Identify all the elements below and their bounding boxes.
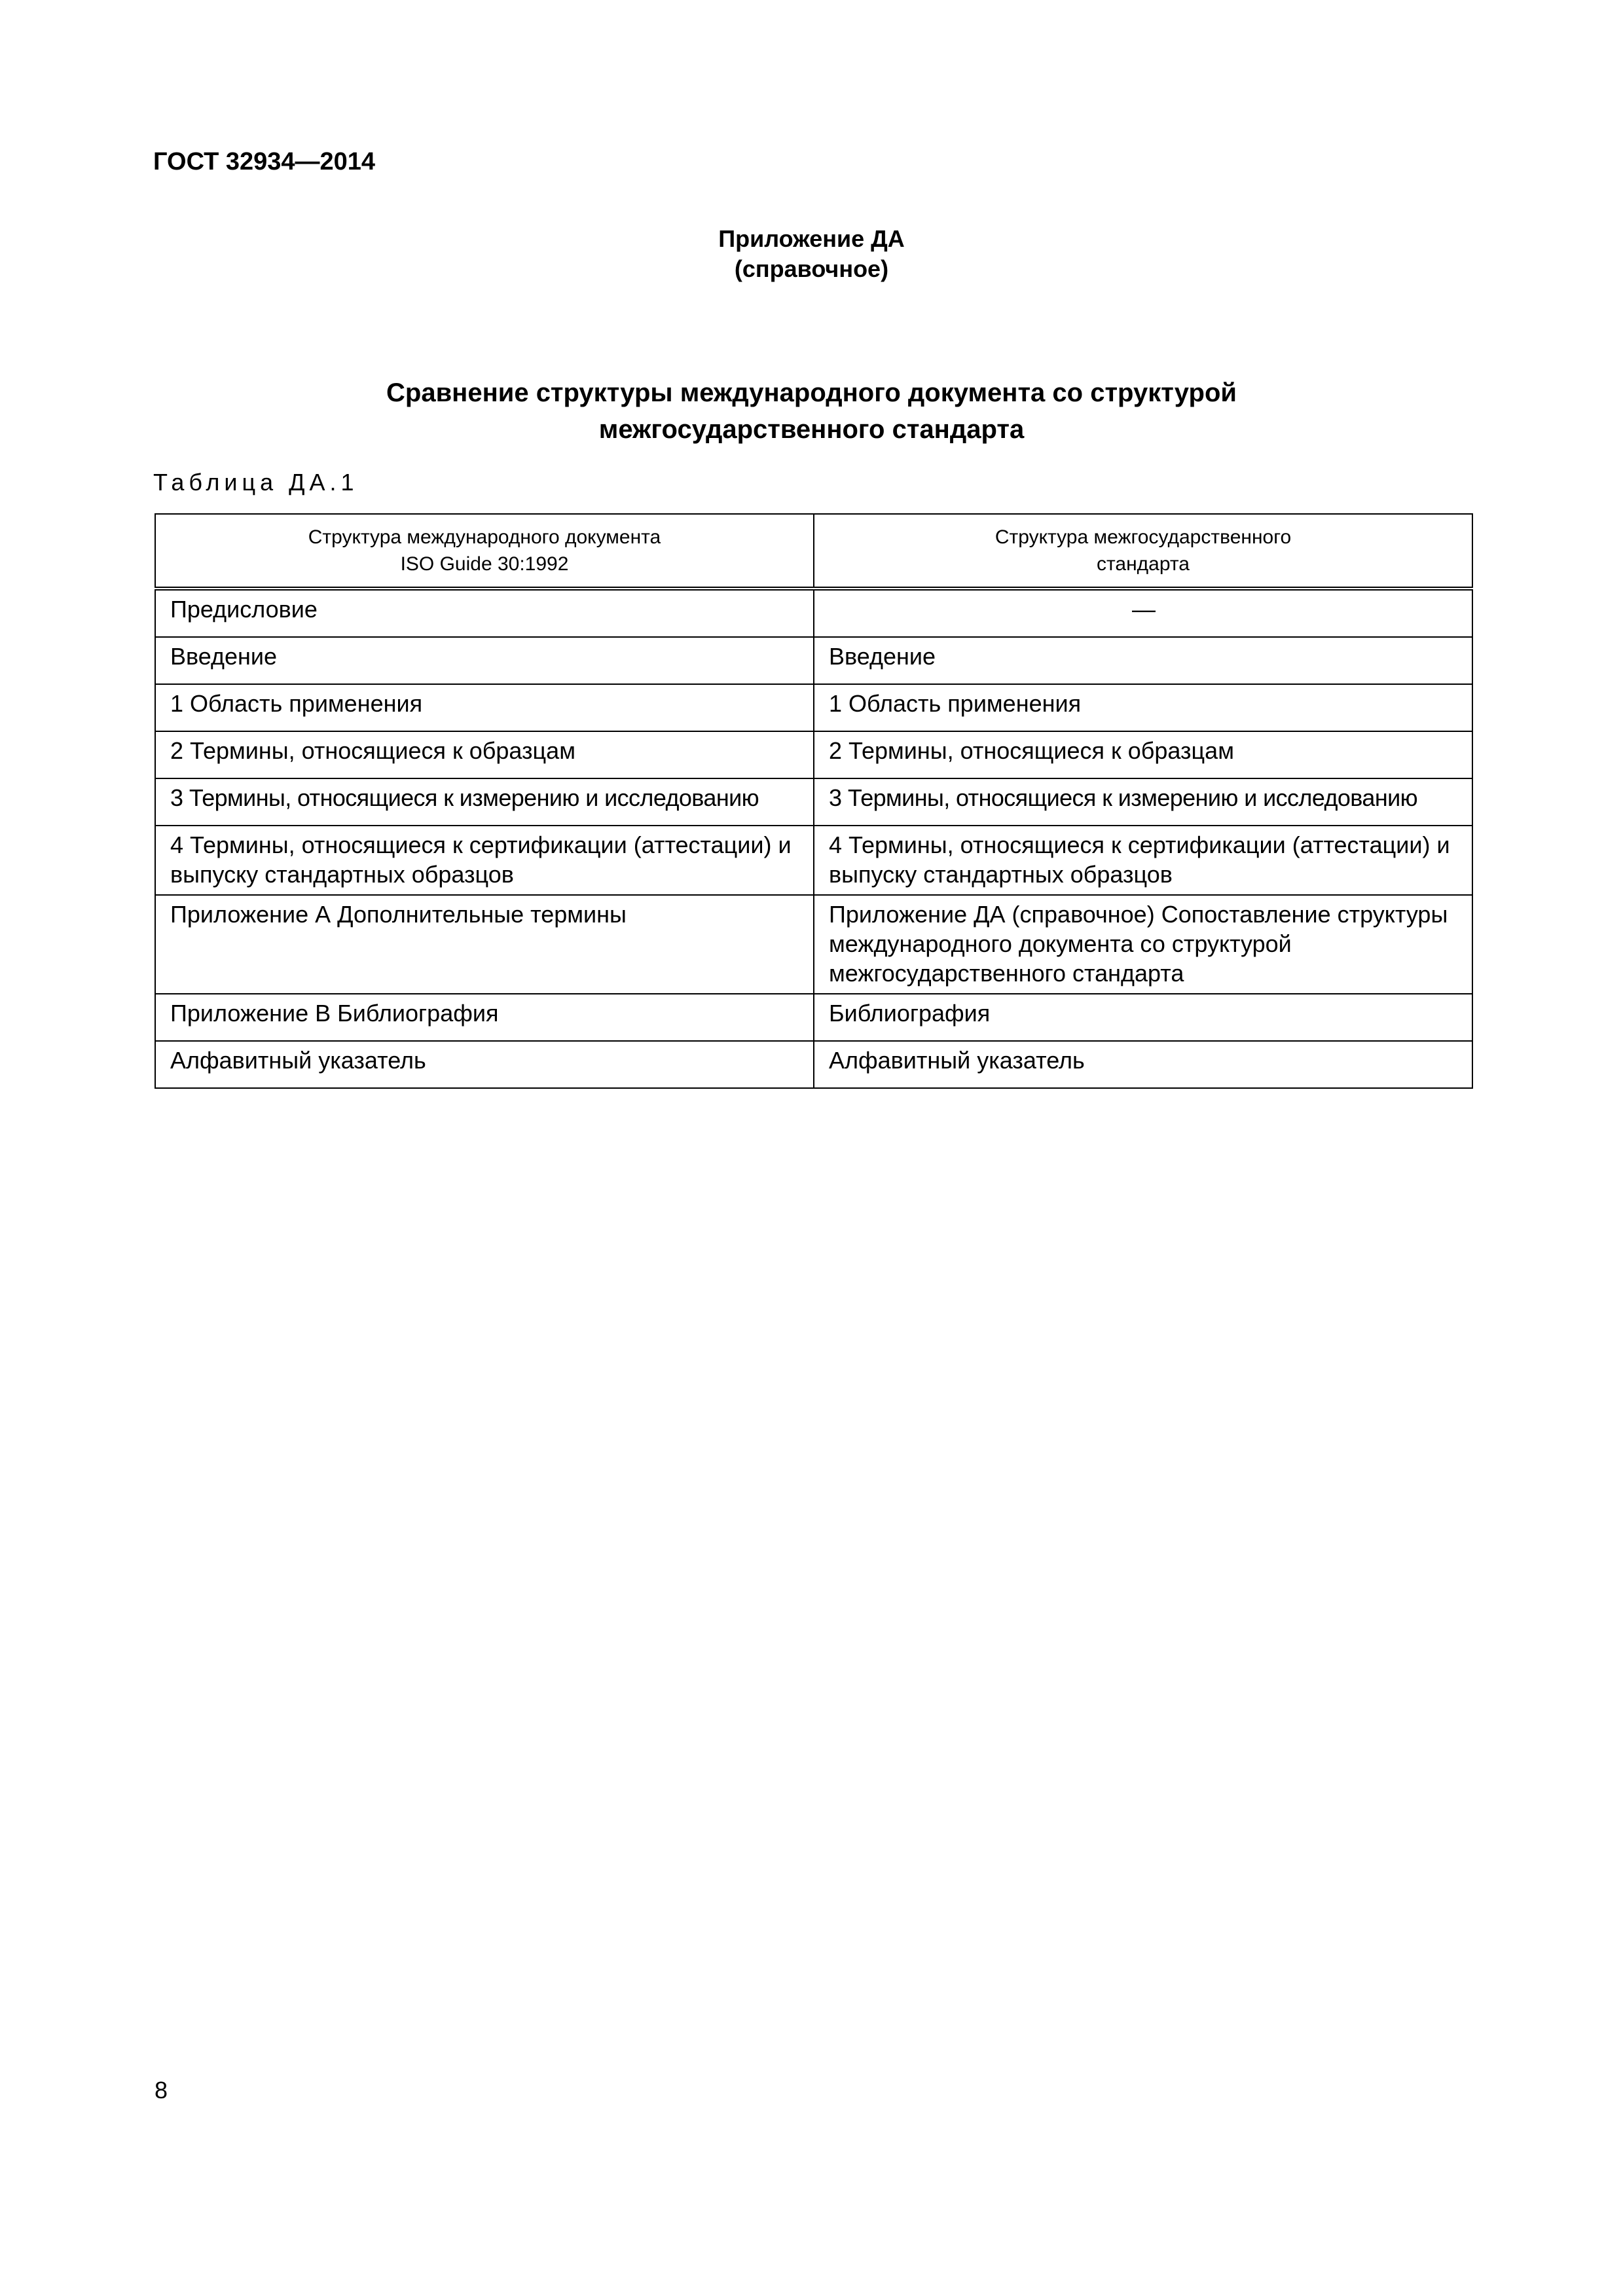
- cell-international: Предисловие: [155, 589, 814, 637]
- cell-interstate: —: [814, 589, 1472, 637]
- table-row: [155, 994, 1472, 1041]
- header-interstate-structure: [814, 514, 1472, 589]
- cell-international: Введение: [155, 637, 814, 684]
- cell-interstate: Библиография: [814, 994, 1472, 1041]
- cell-interstate: 4 Термины, относящиеся к сертификации (аттестации) и выпуску стандартных образцов: [814, 826, 1472, 895]
- table-row: [155, 589, 1472, 637]
- table-row: [155, 1041, 1472, 1088]
- table-row: [155, 778, 1472, 826]
- table-row: [155, 637, 1472, 684]
- cell-international: 1 Область применения: [155, 684, 814, 731]
- header-col1-line-2: ISO Guide 30:1992: [400, 553, 569, 575]
- section-title-line-1: Сравнение структуры международного документа со структурой: [386, 378, 1237, 407]
- header-col1-line-1: Структура международного документа: [308, 526, 661, 548]
- cell-international: Приложение А Дополнительные термины: [155, 895, 814, 994]
- cell-international: 2 Термины, относящиеся к образцам: [155, 731, 814, 778]
- cell-interstate: Алфавитный указатель: [814, 1041, 1472, 1088]
- cell-interstate: Приложение ДА (справочное) Сопоставление структуры международного документа со структурой межгосударственного стандарта: [814, 895, 1472, 994]
- cell-international: 4 Термины, относящиеся к сертификации (аттестации) и выпуску стандартных образцов: [155, 826, 814, 895]
- annex-status: (справочное): [734, 255, 889, 282]
- cell-international: Алфавитный указатель: [155, 1041, 814, 1088]
- cell-international: 3 Термины, относящиеся к измерению и исследованию: [155, 778, 814, 826]
- header-international-structure: [155, 514, 814, 589]
- cell-interstate: 2 Термины, относящиеся к образцам: [814, 731, 1472, 778]
- annex-heading: [0, 224, 1623, 284]
- cell-interstate: 1 Область применения: [814, 684, 1472, 731]
- annex-title: Приложение ДА: [718, 225, 905, 252]
- cell-interstate: 3 Термины, относящиеся к измерению и исследованию: [814, 778, 1472, 826]
- table-header-row: [155, 514, 1472, 589]
- table-row: [155, 731, 1472, 778]
- section-title-line-2: межгосударственного стандарта: [598, 415, 1025, 444]
- document-code: ГОСТ 32934—2014: [153, 148, 376, 175]
- structure-comparison-table: [155, 513, 1473, 1089]
- cell-international: Приложение В Библиография: [155, 994, 814, 1041]
- table-row: [155, 826, 1472, 895]
- section-title: [0, 374, 1623, 448]
- page-number: 8: [155, 2077, 168, 2104]
- table-caption: Таблица ДА.1: [153, 469, 359, 496]
- header-col2-line-2: стандарта: [1097, 553, 1190, 575]
- cell-interstate: Введение: [814, 637, 1472, 684]
- table-row: [155, 895, 1472, 994]
- table-row: [155, 684, 1472, 731]
- header-col2-line-1: Структура межгосударственного: [994, 526, 1292, 548]
